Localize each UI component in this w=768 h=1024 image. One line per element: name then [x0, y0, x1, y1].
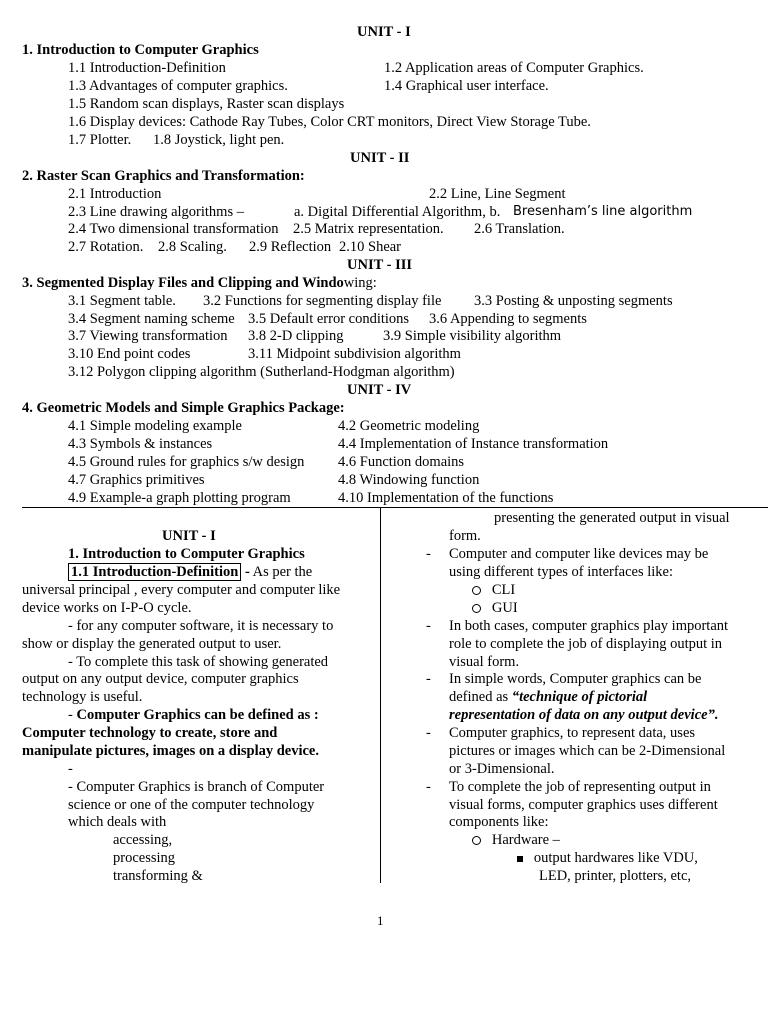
- unit4-title: 4. Geometric Models and Simple Graphics Package:: [22, 400, 345, 416]
- unit3-title-bold: 3. Segmented Display Files and Clipping and Windo: [22, 275, 344, 291]
- syllabus-item: 4.10 Implementation of the functions: [338, 490, 554, 506]
- body-line: which deals with: [68, 814, 167, 830]
- syllabus-item: 3.12 Polygon clipping algorithm (Sutherland-Hodgman algorithm): [68, 364, 455, 380]
- sub-sub-bullet: [517, 849, 698, 867]
- body-line: universal principal , every computer and computer like: [22, 582, 341, 598]
- syllabus-item: 1.5 Random scan displays, Raster scan displays: [68, 96, 345, 112]
- body-line: science or one of the computer technology: [68, 797, 315, 813]
- syllabus-item: 3.2 Functions for segmenting display file: [203, 293, 442, 309]
- syllabus-item: 3.4 Segment naming scheme: [68, 311, 235, 327]
- body-line: output on any output device, computer graphics: [22, 671, 299, 687]
- circle-bullet-icon: [472, 586, 481, 595]
- deals-item: accessing,: [113, 832, 173, 848]
- column-divider: [380, 507, 381, 883]
- syllabus-item: 3.6 Appending to segments: [429, 311, 587, 327]
- syllabus-item: 2.1 Introduction: [68, 186, 162, 202]
- syllabus-item: 2.2 Line, Line Segment: [429, 186, 566, 202]
- body-line: presenting the generated output in visual: [494, 510, 730, 526]
- syllabus-item: 3.9 Simple visibility algorithm: [383, 328, 562, 344]
- left-unit-heading: UNIT - I: [162, 528, 216, 544]
- unit3-title-rest: wing:: [343, 275, 377, 291]
- sub-bullet-label: GUI: [491, 600, 518, 616]
- body-line: - To complete this task of showing generated: [68, 654, 329, 670]
- sub-sub-bullet-label: LED, printer, plotters, etc,: [539, 868, 692, 884]
- bullet-line: Computer graphics, to represent data, uses: [449, 725, 696, 741]
- sub-bullet-label: Hardware –: [491, 832, 560, 848]
- sub-bullet: [472, 831, 560, 849]
- intro-tail: As per the: [252, 564, 313, 580]
- syllabus-item: 3.1 Segment table.: [68, 293, 176, 309]
- unit1-heading: UNIT - I: [357, 24, 411, 40]
- sub-sub-bullet-label: output hardwares like VDU,: [533, 850, 698, 866]
- syllabus-item: 4.5 Ground rules for graphics s/w design: [68, 454, 305, 470]
- definition-text: Computer Graphics can be defined as :: [76, 707, 319, 723]
- boxed-heading: 1.1 Introduction-Definition: [68, 563, 241, 581]
- bullet-line: pictures or images which can be 2-Dimensional: [449, 743, 726, 759]
- syllabus-item: 3.8 2-D clipping: [248, 328, 344, 344]
- bullet-dash: -: [426, 779, 431, 795]
- syllabus-item: 1.7 Plotter. 1.8 Joystick, light pen.: [68, 132, 285, 148]
- syllabus-item: 1.3 Advantages of computer graphics.: [68, 78, 288, 94]
- syllabus-item: 2.8 Scaling.: [158, 239, 227, 255]
- deals-item: transforming &: [113, 868, 203, 884]
- bullet-dash: -: [426, 546, 431, 562]
- syllabus-item: 3.11 Midpoint subdivision algorithm: [248, 346, 461, 362]
- syllabus-item: 3.7 Viewing transformation: [68, 328, 228, 344]
- syllabus-item: 4.7 Graphics primitives: [68, 472, 205, 488]
- bullet-line: [449, 688, 647, 706]
- syllabus-item: 4.4 Implementation of Instance transformation: [338, 436, 609, 452]
- circle-bullet-icon: [472, 604, 481, 613]
- section-divider: [22, 507, 768, 508]
- syllabus-item: 1.2 Application areas of Computer Graphics.: [384, 60, 644, 76]
- syllabus-item: 2.5 Matrix representation.: [293, 221, 444, 237]
- syllabus-item: 1.1 Introduction-Definition: [68, 60, 226, 76]
- definition-text: manipulate pictures, images on a display device.: [22, 743, 319, 759]
- bullet-line: In simple words, Computer graphics can be: [449, 671, 702, 687]
- intro-definition-line: [68, 563, 312, 581]
- body-line: - Computer Graphics is branch of Computer: [68, 779, 325, 795]
- bullet-line: or 3-Dimensional.: [449, 761, 555, 777]
- body-line: technology is useful.: [22, 689, 143, 705]
- bullet-line: visual forms, computer graphics uses different: [449, 797, 718, 813]
- syllabus-item: 1.6 Display devices: Cathode Ray Tubes, Color CRT monitors, Direct View Storage Tube.: [68, 114, 591, 130]
- syllabus-item: 2.7 Rotation.: [68, 239, 144, 255]
- lone-dash: -: [68, 761, 73, 777]
- definition-line: [68, 706, 319, 724]
- syllabus-item: 4.1 Simple modeling example: [68, 418, 242, 434]
- deals-item: processing: [113, 850, 176, 866]
- syllabus-item: 2.9 Reflection: [249, 239, 332, 255]
- syllabus-item: 2.4 Two dimensional transformation: [68, 221, 279, 237]
- circle-bullet-icon: [472, 836, 481, 845]
- bullet-line: role to complete the job of displaying output in: [449, 636, 723, 652]
- syllabus-item: 2.10 Shear: [339, 239, 402, 255]
- definition-dash: -: [68, 707, 73, 723]
- emphasis-text: representation of data on any output device”.: [449, 707, 719, 723]
- definition-text: Computer technology to create, store and: [22, 725, 278, 741]
- body-line: form.: [449, 528, 481, 544]
- unit3-heading: UNIT - III: [347, 257, 413, 273]
- square-bullet-icon: [517, 856, 523, 862]
- bullet-line: In both cases, computer graphics play important: [449, 618, 729, 634]
- sub-bullet-label: CLI: [491, 582, 516, 598]
- syllabus-item: a. Digital Differential Algorithm, b.: [294, 204, 501, 220]
- unit1-title: 1. Introduction to Computer Graphics: [22, 42, 259, 58]
- heading-dash: -: [244, 564, 250, 580]
- unit2-title: 2. Raster Scan Graphics and Transformation:: [22, 168, 305, 184]
- syllabus-item: Bresenham’s line algorithm: [513, 204, 693, 219]
- unit2-heading: UNIT - II: [350, 150, 410, 166]
- bullet-line: visual form.: [449, 654, 520, 670]
- syllabus-item: 3.10 End point codes: [68, 346, 191, 362]
- syllabus-item: 4.2 Geometric modeling: [338, 418, 480, 434]
- syllabus-item: 2.6 Translation.: [474, 221, 565, 237]
- bullet-dash: -: [426, 618, 431, 634]
- syllabus-item: 3.5 Default error conditions: [248, 311, 410, 327]
- bullet-line: using different types of interfaces like:: [449, 564, 674, 580]
- unit3-title: [22, 274, 377, 292]
- syllabus-item: 4.8 Windowing function: [338, 472, 480, 488]
- syllabus-item: 2.3 Line drawing algorithms –: [68, 204, 244, 220]
- syllabus-item: 1.4 Graphical user interface.: [384, 78, 549, 94]
- syllabus-item: 4.3 Symbols & instances: [68, 436, 213, 452]
- body-line: - for any computer software, it is necessary to: [68, 618, 334, 634]
- sub-bullet: [472, 599, 518, 617]
- emphasis-text: “technique of pictorial: [511, 689, 648, 705]
- left-title: 1. Introduction to Computer Graphics: [68, 546, 305, 562]
- bullet-dash: -: [426, 671, 431, 687]
- defined-as: defined as: [449, 689, 509, 705]
- body-line: show or display the generated output to user.: [22, 636, 282, 652]
- bullet-dash: -: [426, 725, 431, 741]
- unit4-heading: UNIT - IV: [347, 382, 412, 398]
- sub-bullet: [472, 581, 515, 599]
- bullet-line: To complete the job of representing output in: [449, 779, 711, 795]
- bullet-line: Computer and computer like devices may be: [449, 546, 709, 562]
- syllabus-item: 4.6 Function domains: [338, 454, 465, 470]
- page-number: 1: [377, 913, 384, 928]
- syllabus-item: 4.9 Example-a graph plotting program: [68, 490, 291, 506]
- body-line: device works on I-P-O cycle.: [22, 600, 192, 616]
- syllabus-item: 3.3 Posting & unposting segments: [474, 293, 673, 309]
- bullet-line: components like:: [449, 814, 549, 830]
